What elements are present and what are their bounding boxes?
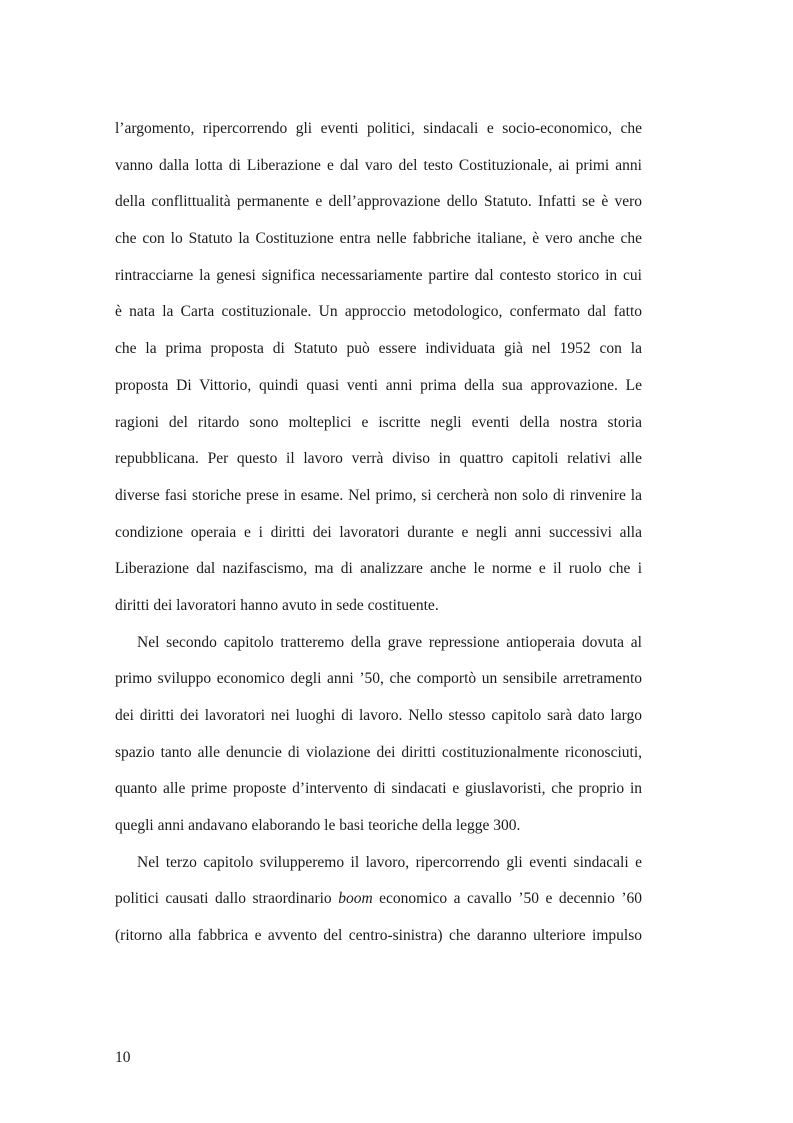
text-line: della conflittualità permanente e dell’approvazione dello Statuto. Infatti se è vero <box>115 193 642 211</box>
paragraph-last-line: quegli anni andavano elaborando le basi teoriche della legge 300. <box>115 817 521 835</box>
text-line: l’argomento, ripercorrendo gli eventi politici, sindacali e socio-economico, che <box>115 120 642 137</box>
text-line-with-italic <box>115 881 642 918</box>
text-line: che la prima proposta di Statuto può essere individuata già nel 1952 con la <box>115 340 642 358</box>
text-line: Liberazione dal nazifascismo, ma di analizzare anche le norme e il ruolo che i <box>115 560 642 578</box>
text-line: condizione operaia e i diritti dei lavoratori durante e negli anni successivi alla <box>115 523 642 541</box>
text-line: rintracciarne la genesi significa necessariamente partire dal contesto storico in cui <box>115 266 642 284</box>
text-line: primo sviluppo economico degli anni ’50, che comportò un sensibile arretramento <box>115 670 642 688</box>
page-number: 10 <box>115 1049 131 1066</box>
text-line: vanno dalla lotta di Liberazione e dal varo del testo Costituzionale, ai primi anni <box>115 156 642 174</box>
text-line: repubblicana. Per questo il lavoro verrà diviso in quattro capitoli relativi alle <box>115 450 642 468</box>
body-text <box>115 111 642 955</box>
text-line: spazio tanto alle denuncie di violazione dei diritti costituzionalmente riconosciuti, <box>115 743 642 761</box>
text-line: che con lo Statuto la Costituzione entra nelle fabbriche italiane, è vero anche che <box>115 230 642 248</box>
italic-term: boom <box>338 890 373 908</box>
paragraph-first-line: Nel terzo capitolo svilupperemo il lavoro, ripercorrendo gli eventi sindacali e <box>137 853 642 871</box>
text-line: (ritorno alla fabbrica e avvento del centro-sinistra) che daranno ulteriore impulso <box>115 927 642 945</box>
text-line: proposta Di Vittorio, quindi quasi venti anni prima della sua approvazione. Le <box>115 376 642 394</box>
text-line: è nata la Carta costituzionale. Un approccio metodologico, confermato dal fatto <box>115 303 642 321</box>
paragraph-last-line: diritti dei lavoratori hanno avuto in sede costituente. <box>115 596 439 614</box>
paragraph-first-line: Nel secondo capitolo tratteremo della grave repressione antioperaia dovuta al <box>137 633 642 651</box>
text-segment: politici causati dallo straordinario <box>115 890 339 908</box>
text-line: dei diritti dei lavoratori nei luoghi di lavoro. Nello stesso capitolo sarà dato largo <box>115 707 642 724</box>
text-line: ragioni del ritardo sono molteplici e iscritte negli eventi della nostra storia <box>115 413 642 431</box>
text-line: quanto alle prime proposte d’intervento di sindacati e giuslavoristi, che proprio in <box>115 780 642 798</box>
text-line: diverse fasi storiche prese in esame. Nel primo, si cercherà non solo di rinvenire la <box>115 486 642 504</box>
text-segment: economico a cavallo ’50 e decennio ’60 <box>372 890 643 908</box>
